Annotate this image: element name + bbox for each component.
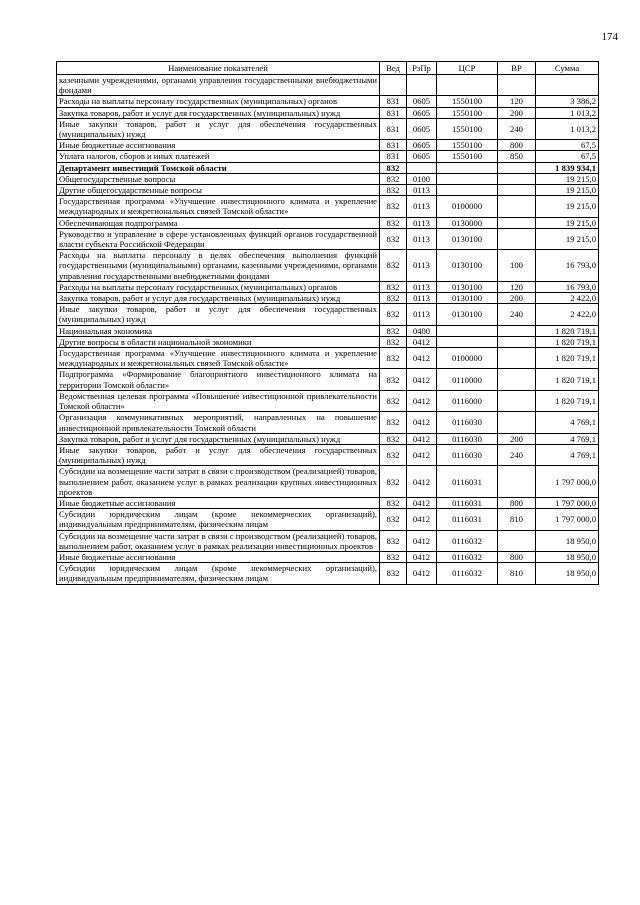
cell-csr: 0116031 xyxy=(437,509,498,530)
cell-sum: 2 422,0 xyxy=(536,304,599,325)
cell-csr: 0116030 xyxy=(437,412,498,433)
table-row xyxy=(57,217,599,228)
table-row xyxy=(57,530,599,551)
table-row xyxy=(57,433,599,444)
cell-name: Департамент инвестиций Томской области xyxy=(57,162,380,173)
cell-rzpr: 0113 xyxy=(407,250,437,282)
cell-vr: 810 xyxy=(498,563,536,584)
table-row xyxy=(57,304,599,325)
cell-name: казенными учреждениями, органами управления государственными внебюджетными фондами xyxy=(57,75,380,96)
table-row xyxy=(57,551,599,562)
table-row xyxy=(57,390,599,411)
cell-name: Другие вопросы в области национальной экономики xyxy=(57,336,380,347)
cell-rzpr: 0412 xyxy=(407,336,437,347)
cell-vr: 850 xyxy=(498,151,536,162)
cell-name: Субсидии юридическим лицам (кроме некоммерческих организаций), индивидуальным предпринимателям, физическим лицам xyxy=(57,509,380,530)
cell-vr xyxy=(498,369,536,390)
cell-csr: 0100000 xyxy=(437,196,498,217)
header-rzpr: РзПр xyxy=(407,62,437,75)
cell-csr: 0130000 xyxy=(437,217,498,228)
cell-rzpr: 0113 xyxy=(407,304,437,325)
cell-ved: 832 xyxy=(380,466,407,498)
cell-vr xyxy=(498,173,536,184)
table-row xyxy=(57,325,599,336)
cell-ved: 831 xyxy=(380,151,407,162)
cell-rzpr: 0412 xyxy=(407,530,437,551)
table-row xyxy=(57,412,599,433)
cell-ved: 832 xyxy=(380,281,407,292)
table-row xyxy=(57,151,599,162)
cell-ved: 832 xyxy=(380,369,407,390)
cell-csr xyxy=(437,75,498,96)
cell-sum: 16 793,0 xyxy=(536,250,599,282)
cell-rzpr: 0412 xyxy=(407,369,437,390)
cell-csr: 0130100 xyxy=(437,293,498,304)
cell-sum: 3 386,2 xyxy=(536,96,599,107)
cell-ved: 832 xyxy=(380,228,407,249)
cell-name: Государственная программа «Улучшение инвестиционного климата и укрепление международных и межрегиональных связей Томской области» xyxy=(57,348,380,369)
cell-name: Иные закупки товаров, работ и услуг для обеспечения государственных (муниципальных) нужд xyxy=(57,304,380,325)
cell-ved xyxy=(380,75,407,96)
cell-vr: 810 xyxy=(498,509,536,530)
cell-csr: 0116032 xyxy=(437,563,498,584)
cell-csr: 1550100 xyxy=(437,96,498,107)
cell-rzpr: 0113 xyxy=(407,217,437,228)
cell-sum: 19 215,0 xyxy=(536,185,599,196)
cell-name: Иные бюджетные ассигнования xyxy=(57,551,380,562)
table-row xyxy=(57,196,599,217)
cell-name: Расходы на выплаты персоналу в целях обеспечения выполнения функций государственными (муниципальными) органами, казенными учреждениями, органами управления государственными внебюджетными фондами xyxy=(57,250,380,282)
table-row xyxy=(57,140,599,151)
cell-csr xyxy=(437,162,498,173)
cell-rzpr: 0412 xyxy=(407,497,437,508)
cell-rzpr: 0412 xyxy=(407,433,437,444)
cell-vr: 200 xyxy=(498,433,536,444)
table-row xyxy=(57,369,599,390)
table-row xyxy=(57,336,599,347)
cell-sum: 4 769,1 xyxy=(536,444,599,465)
cell-rzpr: 0412 xyxy=(407,348,437,369)
table-row xyxy=(57,293,599,304)
cell-ved: 832 xyxy=(380,509,407,530)
cell-sum: 1 013,2 xyxy=(536,118,599,139)
cell-csr: 0116032 xyxy=(437,530,498,551)
table-body xyxy=(57,75,599,585)
cell-csr: 0116031 xyxy=(437,466,498,498)
cell-vr xyxy=(498,162,536,173)
cell-csr xyxy=(437,336,498,347)
cell-name: Закупка товаров, работ и услуг для государственных (муниципальных) нужд xyxy=(57,107,380,118)
cell-name: Национальная экономика xyxy=(57,325,380,336)
cell-ved: 832 xyxy=(380,185,407,196)
cell-vr xyxy=(498,466,536,498)
cell-csr: 1550100 xyxy=(437,118,498,139)
cell-vr xyxy=(498,196,536,217)
cell-sum: 18 950,0 xyxy=(536,551,599,562)
cell-csr: 0100000 xyxy=(437,348,498,369)
cell-sum: 2 422,0 xyxy=(536,293,599,304)
cell-rzpr: 0412 xyxy=(407,551,437,562)
cell-rzpr: 0412 xyxy=(407,390,437,411)
table-row xyxy=(57,563,599,584)
cell-sum: 19 215,0 xyxy=(536,217,599,228)
cell-sum: 16 793,0 xyxy=(536,281,599,292)
cell-csr: 0130100 xyxy=(437,304,498,325)
cell-csr: 0116000 xyxy=(437,390,498,411)
cell-vr: 240 xyxy=(498,444,536,465)
cell-sum xyxy=(536,75,599,96)
cell-name: Уплата налогов, сборов и иных платежей xyxy=(57,151,380,162)
table-row xyxy=(57,497,599,508)
cell-name: Государственная программа «Улучшение инвестиционного климата и укрепление международных и межрегиональных связей Томской области» xyxy=(57,196,380,217)
cell-name: Расходы на выплаты персоналу государственных (муниципальных) органов xyxy=(57,96,380,107)
cell-name: Руководство и управление в сфере установленных функций органов государственной власти субъекта Российской Федерации xyxy=(57,228,380,249)
cell-vr: 240 xyxy=(498,304,536,325)
cell-name: Субсидии на возмещение части затрат в связи с производством (реализацией) товаров, выполнением работ, оказанием услуг в рамках реализации крупных инвестиционных проектов xyxy=(57,466,380,498)
cell-sum: 4 769,1 xyxy=(536,412,599,433)
table-row xyxy=(57,173,599,184)
cell-ved: 832 xyxy=(380,217,407,228)
cell-name: Расходы на выплаты персоналу государственных (муниципальных) органов xyxy=(57,281,380,292)
cell-ved: 832 xyxy=(380,336,407,347)
header-ved: Вед xyxy=(380,62,407,75)
cell-name: Закупка товаров, работ и услуг для государственных (муниципальных) нужд xyxy=(57,433,380,444)
cell-name: Иные закупки товаров, работ и услуг для обеспечения государственных (муниципальных) нужд xyxy=(57,444,380,465)
table-row xyxy=(57,185,599,196)
cell-ved: 832 xyxy=(380,293,407,304)
cell-csr: 1550100 xyxy=(437,151,498,162)
header-sum: Сумма xyxy=(536,62,599,75)
cell-sum: 67,5 xyxy=(536,140,599,151)
cell-csr: 0110000 xyxy=(437,369,498,390)
cell-rzpr: 0605 xyxy=(407,107,437,118)
table-header-row xyxy=(57,62,599,75)
cell-rzpr xyxy=(407,162,437,173)
cell-ved: 832 xyxy=(380,162,407,173)
table-row xyxy=(57,466,599,498)
table-row xyxy=(57,509,599,530)
header-vr: ВР xyxy=(498,62,536,75)
cell-ved: 831 xyxy=(380,140,407,151)
cell-rzpr: 0100 xyxy=(407,173,437,184)
cell-csr: 0130100 xyxy=(437,250,498,282)
cell-csr xyxy=(437,173,498,184)
cell-rzpr: 0412 xyxy=(407,509,437,530)
cell-sum: 1 820 719,1 xyxy=(536,369,599,390)
cell-vr: 200 xyxy=(498,107,536,118)
table-row xyxy=(57,444,599,465)
cell-ved: 832 xyxy=(380,551,407,562)
cell-sum: 1 797 000,0 xyxy=(536,466,599,498)
cell-ved: 832 xyxy=(380,304,407,325)
cell-rzpr: 0113 xyxy=(407,281,437,292)
cell-vr xyxy=(498,228,536,249)
budget-table xyxy=(56,61,599,585)
cell-sum: 1 820 719,1 xyxy=(536,336,599,347)
cell-vr: 120 xyxy=(498,96,536,107)
cell-ved: 832 xyxy=(380,563,407,584)
cell-sum: 1 013,2 xyxy=(536,107,599,118)
cell-sum: 19 215,0 xyxy=(536,173,599,184)
cell-vr xyxy=(498,412,536,433)
cell-name: Подпрограмма «Формирование благоприятного инвестиционного климата на территории Томской области» xyxy=(57,369,380,390)
cell-rzpr: 0412 xyxy=(407,466,437,498)
cell-name: Общегосударственные вопросы xyxy=(57,173,380,184)
cell-sum: 1 820 719,1 xyxy=(536,390,599,411)
table-row xyxy=(57,162,599,173)
cell-csr: 0116030 xyxy=(437,433,498,444)
cell-rzpr xyxy=(407,75,437,96)
cell-rzpr: 0605 xyxy=(407,140,437,151)
page-number: 174 xyxy=(601,31,618,43)
table-row xyxy=(57,107,599,118)
cell-sum: 1 797 000,0 xyxy=(536,509,599,530)
cell-vr xyxy=(498,217,536,228)
cell-rzpr: 0412 xyxy=(407,563,437,584)
cell-ved: 832 xyxy=(380,444,407,465)
cell-csr xyxy=(437,185,498,196)
cell-ved: 832 xyxy=(380,412,407,433)
cell-name: Субсидии на возмещение части затрат в связи с производством (реализацией) товаров, выполнением работ, оказанием услуг в рамках реализации инвестиционных проектов xyxy=(57,530,380,551)
cell-vr: 200 xyxy=(498,293,536,304)
header-csr: ЦСР xyxy=(437,62,498,75)
cell-vr: 120 xyxy=(498,281,536,292)
cell-ved: 831 xyxy=(380,118,407,139)
cell-rzpr: 0412 xyxy=(407,444,437,465)
cell-csr: 0130100 xyxy=(437,228,498,249)
cell-sum: 67,5 xyxy=(536,151,599,162)
table-row xyxy=(57,250,599,282)
cell-vr: 100 xyxy=(498,250,536,282)
cell-vr xyxy=(498,75,536,96)
cell-ved: 831 xyxy=(380,96,407,107)
cell-ved: 832 xyxy=(380,348,407,369)
cell-name: Ведомственная целевая программа «Повышение инвестиционной привлекательности Томской области» xyxy=(57,390,380,411)
cell-rzpr: 0605 xyxy=(407,151,437,162)
cell-ved: 832 xyxy=(380,497,407,508)
table-row xyxy=(57,348,599,369)
cell-ved: 832 xyxy=(380,433,407,444)
cell-vr xyxy=(498,336,536,347)
cell-ved: 831 xyxy=(380,107,407,118)
cell-sum: 1 839 934,1 xyxy=(536,162,599,173)
cell-name: Иные закупки товаров, работ и услуг для обеспечения государственных (муниципальных) нужд xyxy=(57,118,380,139)
cell-sum: 19 215,0 xyxy=(536,228,599,249)
cell-vr: 800 xyxy=(498,551,536,562)
cell-vr: 240 xyxy=(498,118,536,139)
cell-sum: 18 950,0 xyxy=(536,563,599,584)
cell-sum: 1 797 000,0 xyxy=(536,497,599,508)
cell-csr: 1550100 xyxy=(437,140,498,151)
cell-rzpr: 0113 xyxy=(407,185,437,196)
cell-csr: 0116031 xyxy=(437,497,498,508)
cell-vr xyxy=(498,348,536,369)
cell-name: Организация коммуникативных мероприятий, направленных на повышение инвестиционной привлекательности Томской области xyxy=(57,412,380,433)
cell-rzpr: 0605 xyxy=(407,118,437,139)
cell-rzpr: 0113 xyxy=(407,196,437,217)
cell-ved: 832 xyxy=(380,196,407,217)
cell-ved: 832 xyxy=(380,325,407,336)
header-name: Наименование показателей xyxy=(57,62,380,75)
cell-name: Обеспечивающая подпрограмма xyxy=(57,217,380,228)
cell-sum: 1 820 719,1 xyxy=(536,325,599,336)
table-row xyxy=(57,96,599,107)
cell-name: Другие общегосударственные вопросы xyxy=(57,185,380,196)
cell-name: Закупка товаров, работ и услуг для государственных (муниципальных) нужд xyxy=(57,293,380,304)
cell-rzpr: 0400 xyxy=(407,325,437,336)
cell-vr: 800 xyxy=(498,497,536,508)
table-row xyxy=(57,228,599,249)
table-row xyxy=(57,118,599,139)
cell-vr xyxy=(498,390,536,411)
table-row xyxy=(57,75,599,96)
cell-sum: 4 769,1 xyxy=(536,433,599,444)
cell-vr: 800 xyxy=(498,140,536,151)
cell-rzpr: 0412 xyxy=(407,412,437,433)
cell-csr xyxy=(437,325,498,336)
cell-ved: 832 xyxy=(380,250,407,282)
cell-sum: 1 820 719,1 xyxy=(536,348,599,369)
cell-rzpr: 0113 xyxy=(407,293,437,304)
cell-csr: 1550100 xyxy=(437,107,498,118)
cell-ved: 832 xyxy=(380,173,407,184)
cell-vr xyxy=(498,530,536,551)
cell-ved: 832 xyxy=(380,390,407,411)
cell-csr: 0116030 xyxy=(437,444,498,465)
cell-csr: 0130100 xyxy=(437,281,498,292)
cell-rzpr: 0605 xyxy=(407,96,437,107)
cell-name: Субсидии юридическим лицам (кроме некоммерческих организаций), индивидуальным предпринимателям, физическим лицам xyxy=(57,563,380,584)
cell-csr: 0116032 xyxy=(437,551,498,562)
cell-name: Иные бюджетные ассигнования xyxy=(57,497,380,508)
cell-name: Иные бюджетные ассигнования xyxy=(57,140,380,151)
cell-ved: 832 xyxy=(380,530,407,551)
cell-rzpr: 0113 xyxy=(407,228,437,249)
cell-sum: 18 950,0 xyxy=(536,530,599,551)
cell-vr xyxy=(498,325,536,336)
cell-sum: 19 215,0 xyxy=(536,196,599,217)
table-row xyxy=(57,281,599,292)
cell-vr xyxy=(498,185,536,196)
